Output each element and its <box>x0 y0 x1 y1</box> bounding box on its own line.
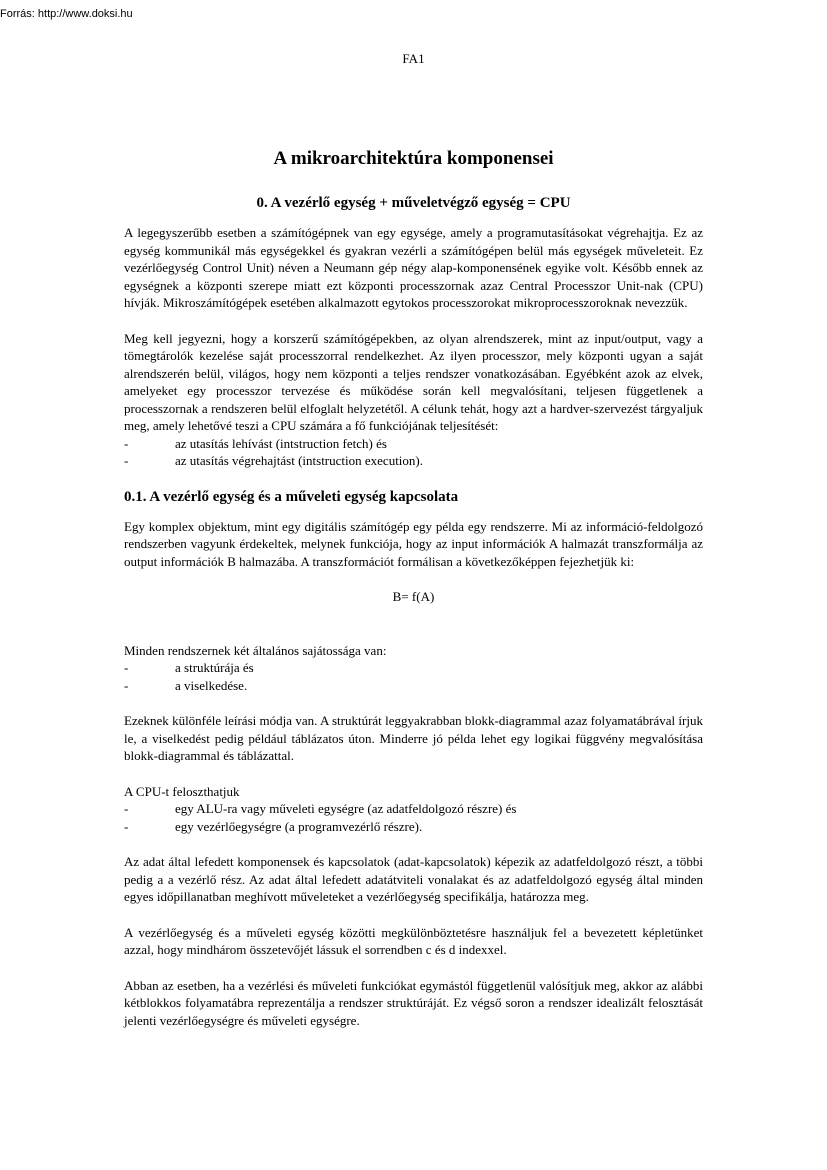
dash-marker: - <box>124 453 129 468</box>
list-item <box>124 659 703 677</box>
formula: B= f(A) <box>392 589 435 604</box>
dash-list <box>124 659 703 694</box>
list-item <box>124 435 703 453</box>
paragraph: Egy komplex objektum, mint egy digitális számítógép egy példa egy rendszerre. Mi az információ-feldolgozó rendszerben vagyunk érdekeltek, melynek funkciója, hogy az input információk A halmazát transzformálja az output információk B halmazába. A transzformációt formálisan a következőképpen fejezhetjük ki: <box>124 518 703 569</box>
document-body <box>124 194 703 1047</box>
list-item <box>124 677 703 695</box>
paragraph: A CPU-t feloszthatjuk <box>124 783 240 799</box>
dash-marker: - <box>124 818 129 834</box>
list-item-text: az utasítás végrehajtást (intstruction execution). <box>175 453 423 468</box>
source-label: Forrás: http://www.doksi.hu <box>0 8 133 20</box>
dash-list <box>124 800 703 835</box>
list-item-text: az utasítás lehívást (intstruction fetch) és <box>175 435 387 451</box>
page-label: FA1 <box>402 51 425 66</box>
dash-marker: - <box>124 660 129 675</box>
section-0-heading: 0. A vezérlő egység + műveletvégző egység = CPU <box>256 195 571 211</box>
list-item-text: egy vezérlőegységre (a programvezérlő részre). <box>175 818 423 834</box>
dash-marker: - <box>124 677 129 693</box>
paragraph: Ezeknek különféle leírási módja van. A struktúrát leggyakrabban blokk-diagrammal azaz folyamatábrával írjuk le, a viselkedést pedig például táblázatos úton. Minderre jó példa lehet egy logikai függvény megvalósítása blokk-diagrammal és táblázattal. <box>124 713 703 763</box>
page-title: A mikroarchitektúra komponensei <box>273 148 554 169</box>
paragraph: Az adat által lefedett komponensek és kapcsolatok (adat-kapcsolatok) képezik az adatfeldolgozó részt, a többi pedig a a vezérlő rész. Az adat által lefedett adatátviteli vonalakat és az adatfeldolgozó egység által minden egyes időpillanatban meghívott műveleteket a vezérlőegység specifikálja, határozza meg. <box>124 854 703 904</box>
list-item <box>124 800 703 818</box>
list-item <box>124 452 703 470</box>
list-item-text: a struktúrája és <box>175 660 254 675</box>
list-item-text: egy ALU-ra vagy műveleti egységre (az adatfeldolgozó részre) és <box>175 801 517 816</box>
dash-marker: - <box>124 435 129 451</box>
paragraph: A vezérlőegység és a műveleti egység közötti megkülönböztetésre használjuk fel a bevezetett képletünket azzal, hogy mindhárom összetevőjét lássuk el sorrendben c és d indexxel. <box>124 924 703 957</box>
paragraph: Abban az esetben, ha a vezérlési és műveleti funkciókat egymástól függetlenül valósítjuk meg, akkor az alábbi kétblokkos folyamatábra reprezentálja a rendszer struktúráját. Ez végső soron a rendszer idealizált felosztását jelenti vezérlőegységre és műveleti egységre. <box>124 977 703 1028</box>
list-item <box>124 818 703 836</box>
dash-marker: - <box>124 801 129 816</box>
dash-list <box>124 435 703 470</box>
paragraph: A legegyszerűbb esetben a számítógépnek van egy egysége, amely a programutasításokat végrehajtja. Ez az egység kommunikál más egységekkel és gyakran vezérli a számítógépen belül más egységek műveleteit. Ez vezérlőegység Control Unit) néven a Neumann gép négy alap-komponensének egyike volt. Később ennek az egységnek a központi szerepe miatt ezt központi processzornak azaz Central Processzor Unit-nak (CPU) hívják. Mikroszámítógépek esetében alkalmazott egytokos processzorokat mikroprocesszoroknak nevezzük. <box>124 225 703 310</box>
paragraph: Meg kell jegyezni, hogy a korszerű számítógépekben, az olyan alrendszerek, mint az input/output, vagy a tömegtárolók kezelése saját processzorral rendelkezhet. Az ilyen processzor, mely központi ugyan a saját alrendszerén belül, világos, hogy nem központi a teljes rendszer vonatkozásában. Egyébként azok az elvek, amelyeket egy processzor tervezése és működése során kell megvalósítani, teljesen függetlenek a processzornak a rendszeren belül elfoglalt helyzetétől. A célunk tehát, hogy azt a hardver-szervezést tárgyaljuk meg, amely lehetővé teszi a CPU számára a fő funkciójának teljesítését: <box>124 330 703 433</box>
paragraph: Minden rendszernek két általános sajátossága van: <box>124 642 387 658</box>
section-0-1-heading: 0.1. A vezérlő egység és a műveleti egység kapcsolata <box>124 488 459 505</box>
list-item-text: a viselkedése. <box>175 677 248 693</box>
